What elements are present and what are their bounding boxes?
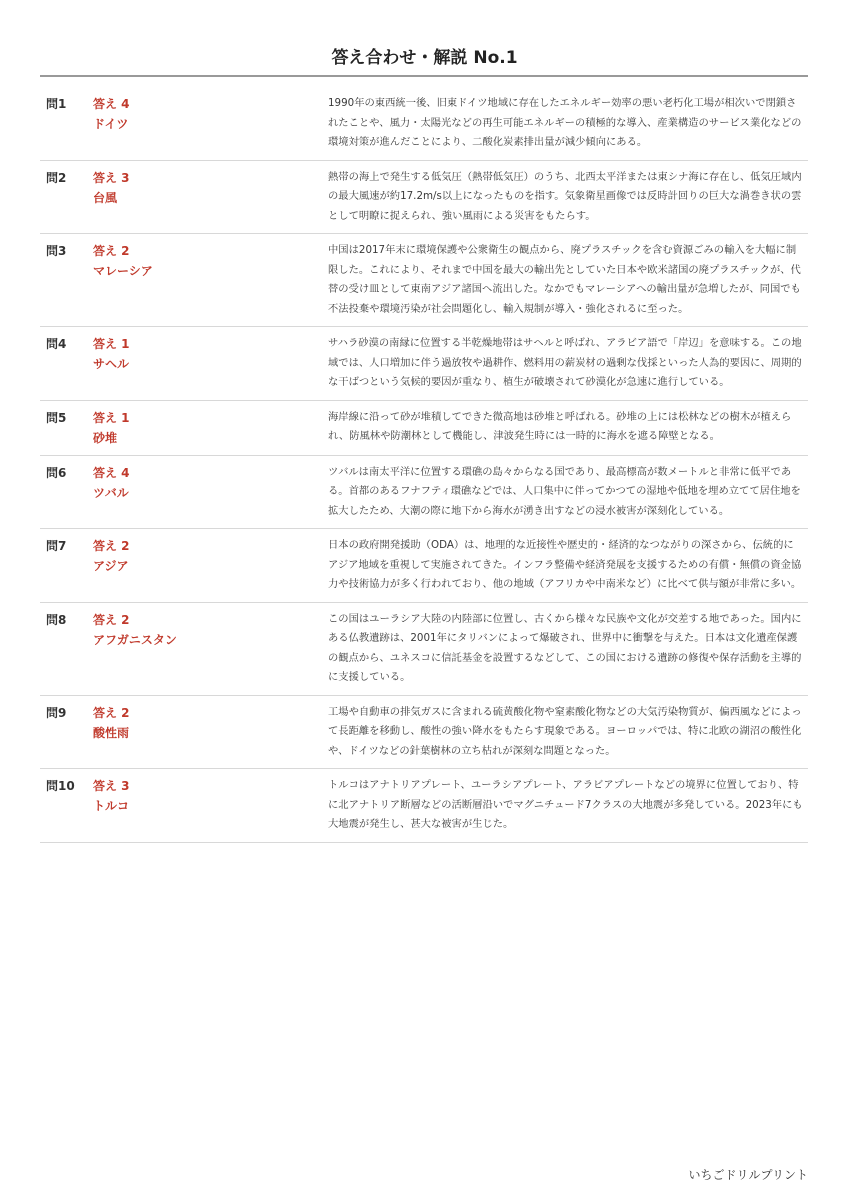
answer-choice: 答え 3 xyxy=(93,170,130,185)
answer-row xyxy=(40,327,808,401)
answer-row xyxy=(40,529,808,603)
explanation-text: 1990年の東西統一後、旧東ドイツ地域に存在したエネルギー効率の悪い老朽化工場が相次いで閉鎖されたことや、風力・太陽光などの再生可能エネルギーの積極的な導入、産業構造のサービス業化などの環境対策が進んだことにより、二酸化炭素排出量が減少傾向にある。 xyxy=(328,97,802,148)
answer-cell xyxy=(93,241,328,281)
answer-row xyxy=(40,696,808,770)
answer-term: トルコ xyxy=(93,799,130,813)
answer-cell xyxy=(93,463,328,503)
answer-cell xyxy=(93,536,328,576)
answer-row xyxy=(40,401,808,456)
answer-row xyxy=(40,87,808,161)
page-title: 答え合わせ・解説 No.1 xyxy=(331,48,518,68)
answer-term: 酸性雨 xyxy=(93,725,130,740)
answer-choice: 答え 2 xyxy=(93,244,130,258)
question-number: 問1 xyxy=(46,97,67,111)
answer-row xyxy=(40,603,808,696)
answer-choice: 答え 4 xyxy=(93,465,130,480)
question-number: 問8 xyxy=(46,612,67,627)
answer-row xyxy=(40,769,808,843)
answer-cell xyxy=(93,776,328,816)
answer-term: 台風 xyxy=(93,190,118,205)
title-divider xyxy=(40,75,808,77)
question-number: 問5 xyxy=(46,410,67,425)
explanation-text: この国はユーラシア大陸の内陸部に位置し、古くから様々な民族や文化が交差する地であった。国内にある仏教遺跡は、2001年にタリバンによって爆破され、世界中に衝撃を与えた。日本は文化遺産保護の観点から、ユネスコに信託基金を設置するなどして、この国における遺跡の修復や保存活動を主導的に支援している。 xyxy=(328,612,802,683)
question-number: 問4 xyxy=(46,337,67,351)
answer-cell xyxy=(93,94,328,134)
question-number: 問10 xyxy=(46,779,75,793)
answer-choice: 答え 2 xyxy=(93,612,130,627)
answer-choice: 答え 1 xyxy=(93,410,130,425)
question-number: 問7 xyxy=(46,539,67,553)
explanation-text: 熱帯の海上で発生する低気圧（熱帯低気圧）のうち、北西太平洋または東シナ海に存在し、低気圧域内の最大風速が約17.2m/s以上になったものを指す。気象衛星画像では反時計回りの巨大な渦巻き状の雲として明瞭に捉えられ、強い風雨による災害をもたらす。 xyxy=(328,170,802,222)
explanation-text: ツバルは南太平洋に位置する環礁の島々からなる国であり、最高標高が数メートルと非常に低平である。首都のあるフナフティ環礁などでは、人口集中に伴ってかつての湿地や低地を埋め立てて居住地を拡大したため、大潮の際に地下から海水が湧き出すなどの浸水被害が深刻化している。 xyxy=(328,465,801,517)
answer-row xyxy=(40,456,808,530)
explanation-text: 日本の政府開発援助（ODA）は、地理的な近接性や歴史的・経済的なつながりの深さから、伝統的にアジア地域を重視して実施されてきた。インフラ整備や経済発展を支援するための有償・無償の資金協力や技術協力が多く行われており、他の地域（アフリカや中南米など）に比べて供与額が非常に多い。 xyxy=(328,539,802,590)
answer-cell xyxy=(93,610,328,650)
explanation-text: サハラ砂漠の南縁に位置する半乾燥地帯はサヘルと呼ばれ、アラビア語で「岸辺」を意味する。この地域では、人口増加に伴う過放牧や過耕作、燃料用の薪炭材の過剰な伐採といった人為的要因に、周期的な干ばつという気候的要因が重なり、植生が破壊されて砂漠化が急速に進行している。 xyxy=(328,337,802,388)
answer-term: 砂堆 xyxy=(93,430,118,445)
explanation-text: 工場や自動車の排気ガスに含まれる硫黄酸化物や窒素酸化物などの大気汚染物質が、偏西風などによって長距離を移動し、酸性の強い降水をもたらす現象である。ヨーロッパでは、特に北欧の湖沼の酸性化や、ドイツなどの針葉樹林の立ち枯れが深刻な問題となった。 xyxy=(328,705,802,757)
question-number: 問2 xyxy=(46,170,67,185)
answer-term: サヘル xyxy=(93,357,130,371)
answer-choice: 答え 2 xyxy=(93,539,130,553)
question-number: 問9 xyxy=(46,705,67,720)
answer-choice: 答え 1 xyxy=(93,337,130,351)
footer-brand: いちごドリルプリント xyxy=(688,1168,808,1182)
answer-choice: 答え 4 xyxy=(93,97,130,111)
answer-term: ツバル xyxy=(93,485,129,500)
answer-row xyxy=(40,161,808,235)
answer-term: ドイツ xyxy=(93,117,129,131)
question-number: 問3 xyxy=(46,244,67,258)
answer-cell xyxy=(93,168,328,208)
explanation-text: 海岸線に沿って砂が堆積してできた微高地は砂堆と呼ばれる。砂堆の上には松林などの樹木が植えられ、防風林や防潮林として機能し、津波発生時には一時的に海水を遮る障壁となる。 xyxy=(328,410,792,442)
answer-cell xyxy=(93,703,328,743)
answer-cell xyxy=(93,408,328,448)
answer-row xyxy=(40,234,808,327)
answer-term: アフガニスタン xyxy=(93,632,177,647)
answer-choice: 答え 2 xyxy=(93,705,130,720)
explanation-text: トルコはアナトリアプレート、ユーラシアプレート、アラビアプレートなどの境界に位置しており、特に北アナトリア断層などの活断層沿いでマグニチュード7クラスの大地震が多発している。2023年にも大地震が発生し、甚大な被害が生じた。 xyxy=(328,779,803,830)
answer-list xyxy=(40,87,808,843)
answer-term: アジア xyxy=(93,559,129,573)
answer-choice: 答え 3 xyxy=(93,779,130,793)
answer-term: マレーシア xyxy=(93,264,153,278)
answer-cell xyxy=(93,334,328,374)
question-number: 問6 xyxy=(46,465,67,480)
explanation-text: 中国は2017年末に環境保護や公衆衛生の観点から、廃プラスチックを含む資源ごみの輸入を大幅に制限した。これにより、それまで中国を最大の輸出先としていた日本や欧米諸国の廃プラスチックが、代替の受け皿として東南アジア諸国へ流出した。なかでもマレーシアへの輸出量が急増したが、同国でも不法投棄や環境汚染が社会問題化し、輸入規制が導入・強化されるに至った。 xyxy=(328,244,801,315)
